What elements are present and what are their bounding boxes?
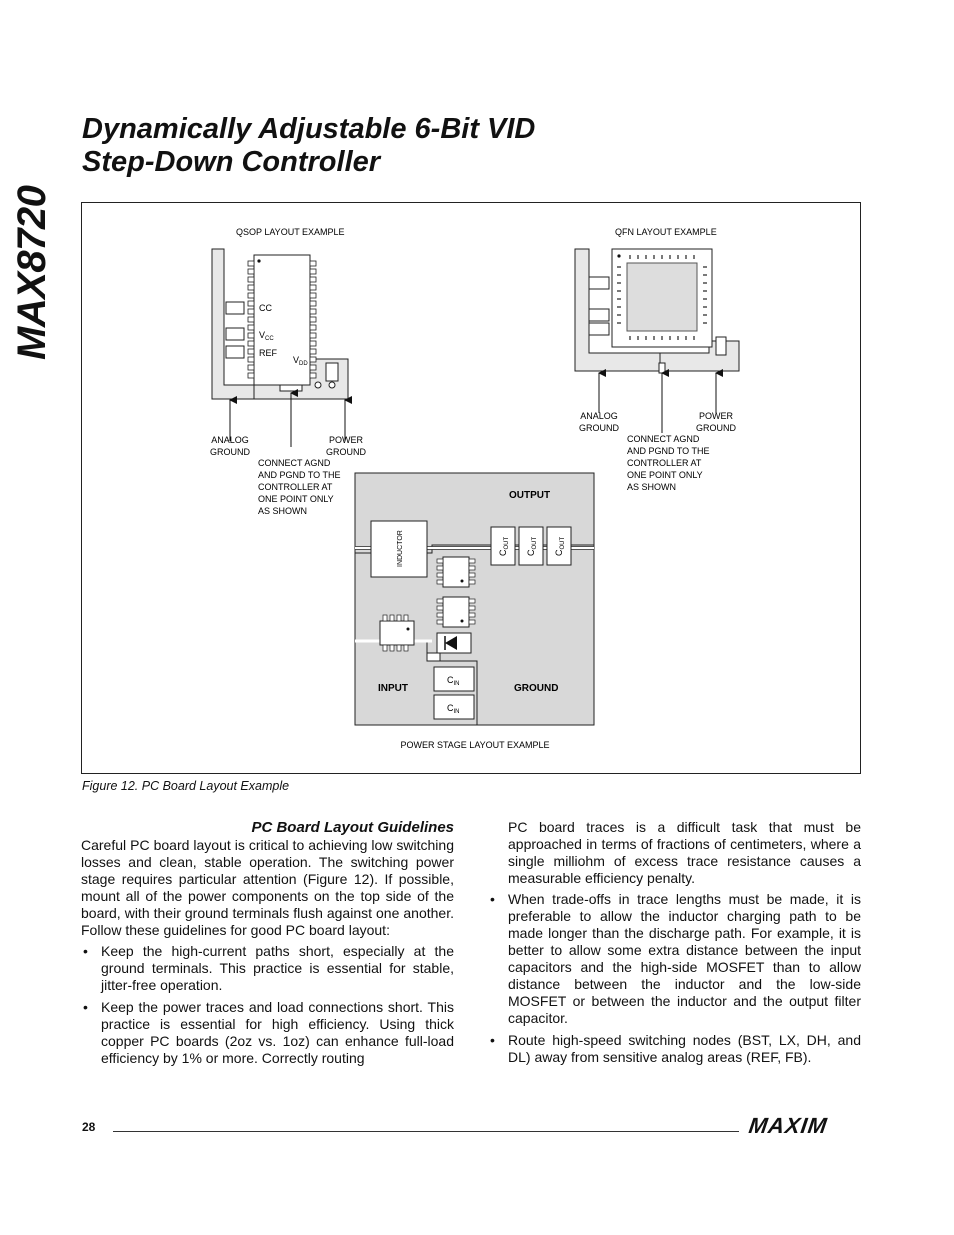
qsop-title: QSOP LAYOUT EXAMPLE [236,227,345,237]
cin-2 [434,695,474,719]
cout-2 [519,527,543,565]
svg-text:CONNECT AGND: CONNECT AGND [258,458,331,468]
svg-text:COUT: $C_{OUT}$ [526,536,538,556]
qfn-exposed-pad [627,263,697,331]
cout-3 [547,527,571,565]
svg-text:COUT: $C_{OUT}$ [554,536,566,556]
qsop-vdd-component [326,363,338,381]
maxim-logo: MAXIM [747,1113,830,1138]
qsop-left-pins [248,261,254,378]
svg-text:AND PGND TO THE: AND PGND TO THE [258,470,341,480]
guideline-item: • Keep the high-current paths short, especially at the ground terminals. This practice is essential for stable, jitter-free operation. [81,943,454,994]
qsop-pin1-dot [257,259,260,262]
footer-rule [113,1131,739,1132]
cin-1-label: $C_{IN}$ [447,675,460,687]
page-title-line1: Dynamically Adjustable 6-Bit VID [82,113,536,145]
page-number: 28 [82,1120,96,1134]
qfn-title: QFN LAYOUT EXAMPLE [615,227,717,237]
qsop-pin-ref: REF [259,348,277,358]
right-column [488,819,861,1071]
qsop-ref-component [226,346,244,358]
left-column [81,819,454,1072]
qfn-component-3 [589,323,609,335]
page-title-line2: Step-Down Controller [82,146,381,178]
svg-text:CONTROLLER AT: CONTROLLER AT [258,482,333,492]
output-label: OUTPUT [509,490,551,501]
qsop-pin-vdd: $V_{DD}$ [293,355,308,367]
qsop-power-label-1: POWER [328,435,364,445]
qsop-cc-component [226,302,244,314]
qfn-component-2 [589,309,609,321]
guideline-list-right [488,891,861,1066]
qsop-connect-note [258,458,341,516]
svg-text:ONE POINT ONLY: ONE POINT ONLY [258,494,334,504]
figure-caption: Figure 12. PC Board Layout Example [82,779,290,793]
intro-paragraph: Careful PC board layout is critical to achieving low switching losses and clean, stable operation. The switching power stage requires particular attention (Figure 12). If possible, mount all of the power components on the top side of the board, with their ground terminals flush against one another. Follow these guidelines for good PC board layout: [81,837,454,938]
qfn-component-4 [716,337,726,355]
qfn-analog-label-1: ANALOG [580,411,618,421]
figure-pc-board-layout [81,202,861,774]
qsop-vcc-component [226,328,244,340]
section-heading: PC Board Layout Guidelines [251,819,454,836]
guideline-item: • When trade-offs in trace lengths must be made, it is preferable to allow the inductor charging path to be made longer than the discharge path. For example, it is better to allow some extra distance between the input capacitors and the high-side MOSFET than to allow distance between the inductor and the low-side MOSFET or between the inductor and the output filter capacitor. [488,891,861,1027]
continuation-paragraph: PC board traces is a difficult task that must be approached in terms of fractions of centimeters, where a single milliohm of excess trace resistance causes a measurable efficiency penalty. [508,819,861,886]
svg-text:AS SHOWN: AS SHOWN [258,506,308,516]
inductor-label: INDUCTOR [397,530,404,567]
qsop-pin-cc: CC [259,303,272,313]
qfn-component-1 [589,277,609,289]
qsop-pin-vcc: $V_{CC}$ [259,330,274,342]
cin-2-label: $C_{IN}$ [447,703,460,715]
ground-label: GROUND [514,683,559,694]
qsop-analog-label-2: GROUND [210,447,250,457]
cin-1 [434,667,474,691]
qfn-connect-note [627,434,710,492]
layout-diagram [82,203,862,775]
svg-text:ONE POINT ONLY: ONE POINT ONLY [627,470,703,480]
cout-1 [491,527,515,565]
qfn-power-label-1: POWER [698,411,734,421]
mosfet-high-side [443,557,469,587]
mosfet-low-side [443,597,469,627]
part-number-vertical: MAX8720 [10,185,54,360]
svg-text:AND PGND TO THE: AND PGND TO THE [627,446,710,456]
qfn-power-label-2: GROUND [696,423,736,433]
qfn-pin1-dot [617,254,620,257]
power-stage-controller [380,621,414,645]
page-title [82,113,535,179]
svg-text:AS SHOWN: AS SHOWN [627,482,677,492]
svg-text:CONTROLLER AT: CONTROLLER AT [627,458,702,468]
qfn-analog-label-2: GROUND [579,423,619,433]
guideline-item: • Route high-speed switching nodes (BST, LX, DH, and DL) away from sensitive analog areas (REF, FB). [488,1032,861,1066]
power-stage-title: POWER STAGE LAYOUT EXAMPLE [400,740,550,750]
qfn-agnd-pgnd-bridge [659,363,665,373]
svg-text:CONNECT AGND: CONNECT AGND [627,434,700,444]
guideline-list-left [81,943,454,1067]
qsop-via-2 [329,382,335,388]
qsop-right-pins [310,261,316,378]
guideline-item: • Keep the power traces and load connections short. This practice is essential for high efficiency. Using thick copper PC boards (2oz vs. 1oz) can enhance full-load efficiency by 1% or more. Correctly routing [81,999,454,1067]
qsop-power-label-2: GROUND [326,447,366,457]
svg-text:COUT: $C_{OUT}$ [498,536,510,556]
qsop-via-1 [315,382,321,388]
input-label: INPUT [378,683,408,694]
qsop-analog-label-1: ANALOG [211,435,249,445]
